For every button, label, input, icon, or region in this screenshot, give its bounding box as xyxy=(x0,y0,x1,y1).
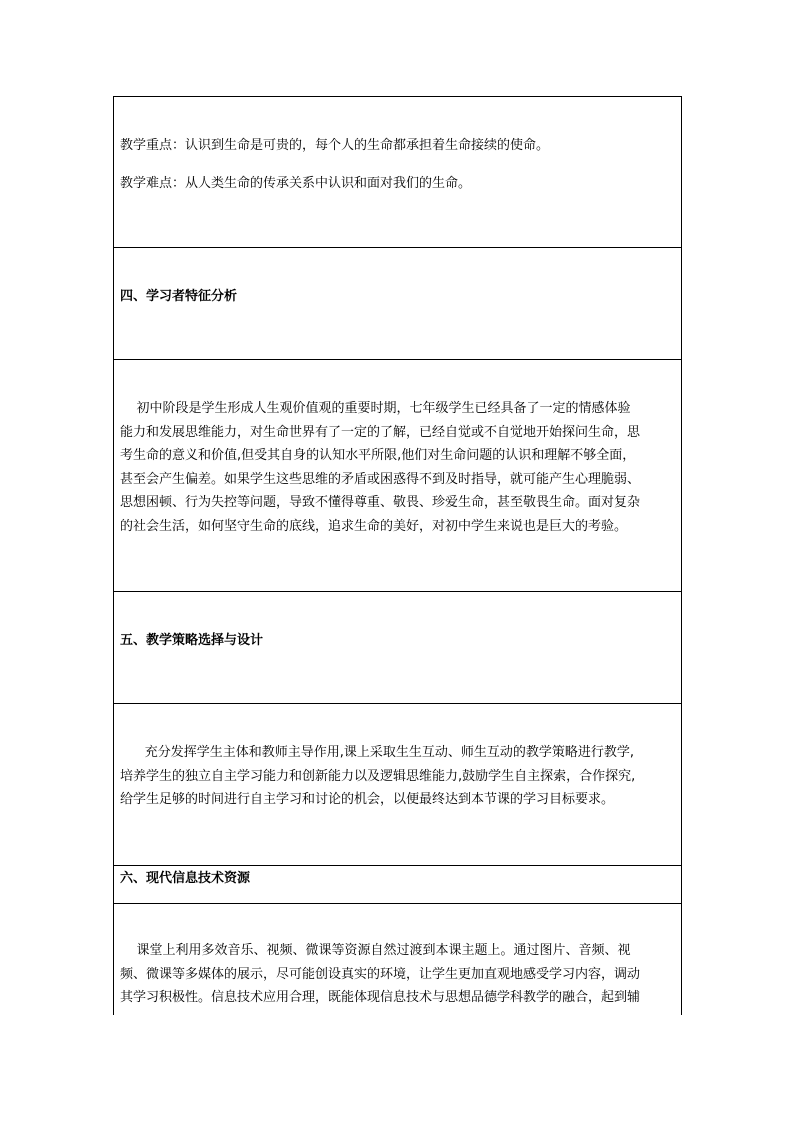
teaching-key-point: 教学重点：认识到生命是可贵的，每个人的生命都承担着生命接续的使命。 xyxy=(120,138,550,153)
paragraph-line: 充分发挥学生主体和教师主导作用,课上采取生生互动、师生互动的教学策略进行教学, xyxy=(120,745,635,760)
strategy-heading-cell xyxy=(114,591,681,703)
paragraph-line: 给学生足够的时间进行自主学习和讨论的机会，以便最终达到本节课的学习目标要求。 xyxy=(120,792,615,807)
teaching-focus-cell xyxy=(114,97,681,247)
paragraph-line: 思想困顿、行为失控等问题，导致不懂得尊重、敬畏、珍爱生命，甚至敬畏生命。面对复杂 xyxy=(120,495,641,510)
paragraph-line: 的社会生活，如何坚守生命的底线，追求生命的美好，对初中学生来说也是巨大的考验。 xyxy=(120,518,628,534)
learner-analysis-heading-cell xyxy=(114,247,681,359)
it-resources-heading: 六、现代信息技术资源 xyxy=(120,871,251,886)
teaching-difficulty: 教学难点：从人类生命的传承关系中认识和面对我们的生命。 xyxy=(120,176,472,191)
learner-analysis-body-cell xyxy=(114,359,681,591)
lesson-plan-table xyxy=(113,96,682,1015)
paragraph-line: 课堂上利用多效音乐、视频、微课等资源自然过渡到本课主题上。通过图片、音频、视 xyxy=(120,943,631,958)
paragraph-line: 频、微课等多媒体的展示，尽可能创设真实的环境，让学生更加直观地感受学习内容，调动 xyxy=(120,966,641,982)
paragraph-line: 甚至会产生偏差。如果学生这些思维的矛盾或困惑得不到及时指导，就可能产生心理脆弱、 xyxy=(120,471,641,487)
learner-analysis-heading: 四、学习者特征分析 xyxy=(120,289,238,304)
strategy-body-cell xyxy=(114,703,681,865)
paragraph-line: 其学习积极性。信息技术应用合理，既能体现信息技术与思想品德学科教学的融合，起到辅 xyxy=(120,990,641,1005)
paragraph-line: 考生命的意义和价值,但受其自身的认知水平所限,他们对生命问题的认识和理解不够全面， xyxy=(120,448,636,463)
learner-analysis-paragraph xyxy=(120,397,676,538)
paragraph-line: 能力和发展思维能力，对生命世界有了一定的了解，已经自觉或不自觉地开始探问生命，思 xyxy=(120,424,641,440)
paragraph-line: 培养学生的独立自主学习能力和创新能力以及逻辑思维能力,鼓励学生自主探索，合作探究, xyxy=(120,768,636,784)
it-resources-body-cell xyxy=(114,903,681,1015)
it-resources-paragraph xyxy=(120,939,676,1010)
strategy-heading: 五、教学策略选择与设计 xyxy=(120,633,264,648)
paragraph-line: 初中阶段是学生形成人生观价值观的重要时期，七年级学生已经具备了一定的情感体验 xyxy=(120,401,631,416)
it-resources-heading-cell xyxy=(114,865,681,903)
strategy-paragraph xyxy=(120,741,676,812)
